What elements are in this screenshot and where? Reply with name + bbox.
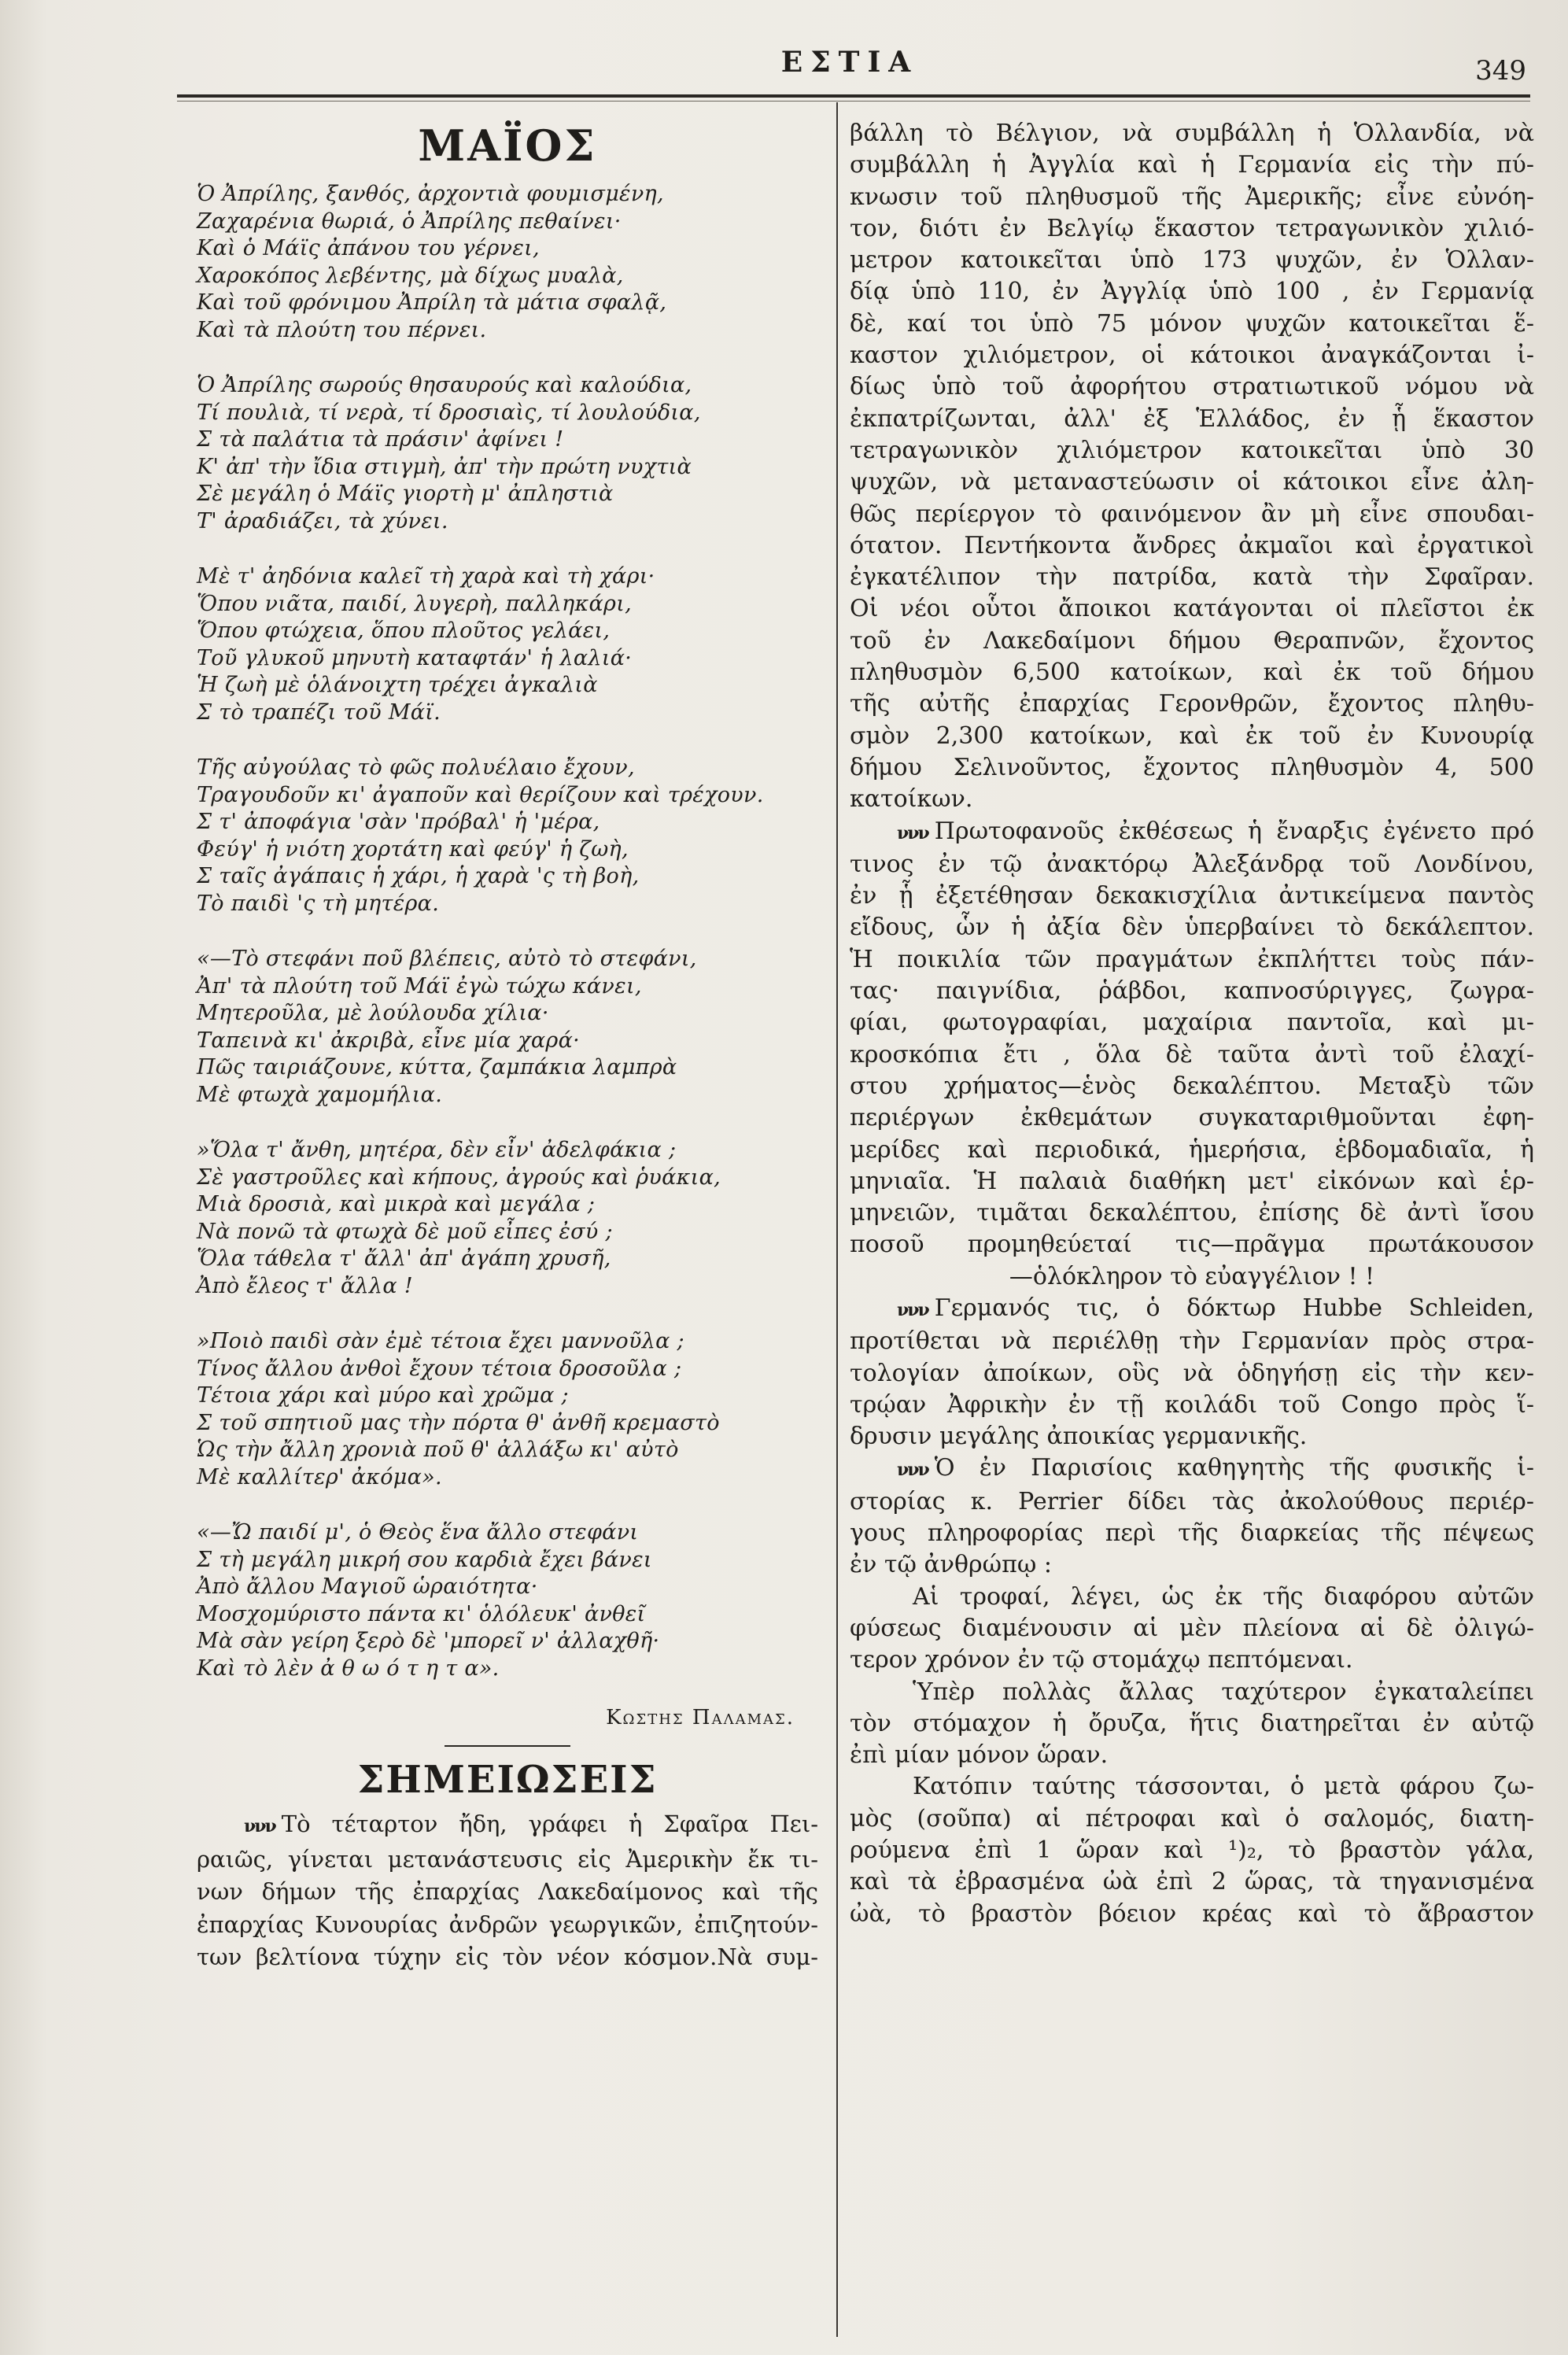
poem-line: Ὁ Ἀπρίλης σωρούς θησαυρούς καὶ καλούδια, [197, 373, 692, 397]
text-line: —ὁλόκληρον τὸ εὐαγγέλιον ! ! [1009, 1262, 1375, 1290]
poem-line: Ὁ Ἀπρίλης, ξανθός, ἀρχοντιὰ φουμισμένη, [197, 182, 664, 206]
poem-line: Τίνος ἄλλου ἀνθοὶ ἔχουν τέτοια δροσοῦλα ; [197, 1356, 682, 1381]
text-line: ννν Γερμανός τις, ὁ δόκτωρ Hubbe Schleiden, [897, 1294, 1534, 1322]
text-line: νων δήμων τῆς ἐπαρχίας Λακεδαίμονος καὶ τῆς [197, 1878, 818, 1905]
text-line: εἴδους, ὧν ἡ ἀξία δὲν ὑπερβαίνει τὸ δεκάλεπτον. [850, 914, 1534, 942]
text-line: Ὑπὲρ πολλὰς ἄλλας ταχύτερον ἐγκαταλείπει [913, 1678, 1534, 1706]
poem-line: Τῆς αὐγούλας τὸ φῶς πολυέλαιο ἔχουν, [197, 755, 635, 780]
page-number: 349 [1475, 55, 1526, 87]
poem-line: Ἀπὸ ἔλεος τ' ἄλλα ! [197, 1273, 413, 1298]
text-line: μὸς (σοῦπα) αἱ πέτροφαι καὶ ὁ σαλομός, διατη- [850, 1804, 1534, 1833]
text-line: στορίας κ. Perrier δίδει τὰς ἀκολούθους περιέρ- [850, 1487, 1534, 1515]
text-line: περιέργων ἐκθεμάτων συγκαταριθμοῦνται ἐφη- [850, 1104, 1534, 1132]
poem-line: Σ τὴ μεγάλη μικρή σου καρδιὰ ἔχει βάνει [197, 1547, 652, 1572]
text-line: γους πληροφορίας περὶ τῆς διαρκείας τῆς πέψεως [850, 1519, 1534, 1548]
notes-left-text [197, 1808, 818, 1974]
text-line: ἐπὶ μίαν μόνον ὥραν. [850, 1741, 1109, 1770]
poem-stanza [197, 1137, 818, 1300]
text-line: ψυχῶν, νὰ μεταναστεύωσιν οἱ κάτοικοι εἶνε ἀλη- [850, 468, 1534, 496]
text-line: ἐν τῷ ἀνθρώπῳ : [850, 1551, 1052, 1579]
ornament-icon: ννν [244, 1816, 275, 1836]
text-line: τολογίαν ἀποίκων, οὓς νὰ ὁδηγήσῃ εἰς τὴν κεν- [850, 1359, 1534, 1387]
poem-line: »Ποιὸ παιδὶ σὰν ἐμὲ τέτοια ἔχει μαννοῦλα ; [197, 1329, 684, 1353]
poem-line: «—Ὤ παιδί μ', ὁ Θεὸς ἕνα ἄλλο στεφάνι [197, 1520, 639, 1545]
text-line: προτίθεται νὰ περιέλθῃ τὴν Γερμανίαν πρὸς στρα- [850, 1327, 1534, 1356]
poem-stanza [197, 755, 818, 917]
poem-stanza [197, 1328, 818, 1491]
poem-line: Τ' ἀραδιάζει, τὰ χύνει. [197, 508, 448, 533]
text-line: τρῴαν Ἀφρικὴν ἐν τῇ κοιλάδι τοῦ Congo πρὸς ἵ- [850, 1390, 1534, 1419]
ornament-icon: ννν [897, 1460, 928, 1481]
poem-line: Ἡ ζωὴ μὲ ὁλάνοιχτη τρέχει ἀγκαλιὰ [197, 673, 598, 697]
text-line: καστον χιλιόμετρον, οἱ κάτοικοι ἀναγκάζονται ἰ- [850, 341, 1534, 370]
poem-stanza [197, 563, 818, 726]
text-line: τοῦ ἐν Λακεδαίμονι δήμου Θεραπνῶν, ἔχοντος [850, 626, 1534, 655]
text-line: τας· παιγνίδια, ῥάβδοι, καπνοσύριγγες, ζωγρα- [850, 977, 1534, 1006]
text-line: ννν Τὸ τέταρτον ἤδη, γράφει ἡ Σφαῖρα Πει- [244, 1811, 818, 1837]
poem-line: Μὲ τ' ἀηδόνια καλεῖ τὴ χαρὰ καὶ τὴ χάρι· [197, 564, 655, 589]
poem-line: Καὶ τὰ πλούτη του πέρνει. [197, 317, 487, 342]
text-line: ποσοῦ προμηθεύεταί τις—πρᾶγμα πρωτάκουσον [850, 1231, 1534, 1259]
poem-line: Μιὰ δροσιὰ, καὶ μικρὰ καὶ μεγάλα ; [197, 1192, 596, 1216]
text-line: μηνιαῖα. Ἡ παλαιὰ διαθήκη μετ' εἰκόνων καὶ ἑρ- [850, 1167, 1534, 1195]
text-line: ἐν ᾗ ἐξετέθησαν δεκακισχίλια ἀντικείμενα παντὸς [850, 882, 1534, 910]
running-title: ΕΣΤΙΑ [780, 46, 919, 79]
text-line: φύσεως διαμένουσιν αἱ μὲν πλείονα αἱ δὲ ὀλιγώ- [850, 1614, 1534, 1642]
text-line: δήμου Σελινοῦντος, ἔχοντος πληθυσμὸν 4, 500 [850, 753, 1534, 781]
poem-line: Τοῦ γλυκοῦ μηνυτὴ καταφτάν' ἡ λαλιά· [197, 645, 633, 670]
poem-line: Σὲ μεγάλη ὁ Μάϊς γιορτὴ μ' ἀπληστιὰ [197, 482, 614, 506]
text-line: πληθυσμὸν 6,500 κατοίκων, καὶ ἐκ τοῦ δήμου [850, 659, 1534, 687]
text-line: φίαι, φωτογραφίαι, μαχαίρια παντοῖα, καὶ μι- [850, 1009, 1534, 1037]
poem-line: Πῶς ταιριάζουνε, κύττα, ζαμπάκια λαμπρὰ [197, 1055, 677, 1080]
poem-line: Καὶ ὁ Μάϊς ἀπάνου του γέρνει, [197, 236, 540, 260]
text-line: δίως ὑπὸ τοῦ ἀφορήτου στρατιωτικοῦ νόμου νὰ [850, 373, 1534, 401]
poem-line: Κ' ἀπ' τὴν ἴδια στιγμὴ, ἀπ' τὴν πρώτη νυχτιὰ [197, 454, 692, 479]
poem-line: Μὲ καλλίτερ' ἀκόμα». [197, 1464, 442, 1489]
poem-line: Τραγουδοῦν κι' ἀγαποῦν καὶ θερίζουν καὶ τρέχουν. [197, 782, 764, 807]
text-line: στου χρήματος—ἑνὸς δεκαλέπτου. Μεταξὺ τῶν [850, 1072, 1534, 1100]
poem-line: Χαροκόπος λεβέντης, μὰ δίχως μυαλὰ, [197, 263, 624, 288]
text-line: κνωσιν τοῦ πληθυσμοῦ τῆς Ἀμερικῆς; εἶνε εὐνόη- [850, 183, 1534, 211]
poem-stanza [197, 372, 818, 535]
poem-line: »Ὅλα τ' ἄνθη, μητέρα, δὲν εἶν' ἀδελφάκια ; [197, 1138, 677, 1162]
right-column [850, 118, 1534, 1930]
poem-signature: Κωστης Παλαμας. [606, 1706, 795, 1729]
text-line: μετρον κατοικεῖται ὑπὸ 173 ψυχῶν, ἐν Ὁλλαν- [850, 246, 1534, 275]
poem-line: Ἀπὸ ἄλλου Μαγιοῦ ὡραιότητα· [197, 1574, 538, 1599]
poem-title: ΜΑΪΟΣ [418, 120, 597, 171]
poem-line: Μητεροῦλα, μὲ λούλουδα χίλια· [197, 1001, 549, 1025]
poem-line: Καὶ τοῦ φρόνιμου Ἀπρίλη τὰ μάτια σφαλᾷ, [197, 290, 667, 315]
poem-line: Καὶ τὸ λὲν ἀ θ ω ό τ η τ α». [197, 1656, 500, 1681]
left-column [197, 118, 818, 1974]
text-line: συμβάλλη ἡ Ἀγγλία καὶ ἡ Γερμανία εἰς τὴν πύ- [850, 151, 1534, 179]
poem-stanza [197, 1519, 818, 1682]
poem-line: Ὅλα τάθελα τ' ἄλλ' ἀπ' ἀγάπη χρυσῆ, [197, 1246, 611, 1271]
text-line: δὲ, καί τοι ὑπὸ 75 μόνον ψυχῶν κατοικεῖται ἕ- [850, 309, 1534, 338]
text-line: ἐκπατρίζωνται, ἀλλ' ἐξ Ἑλλάδος, ἐν ᾗ ἕκαστον [850, 404, 1534, 433]
text-line: βάλλη τὸ Βέλγιον, νὰ συμβάλλη ἡ Ὁλλανδία, νὰ [850, 120, 1534, 147]
notes-right-text [850, 118, 1534, 1930]
poem-line: Ζαχαρένια θωριά, ὁ Ἀπρίλης πεθαίνει· [197, 209, 622, 234]
text-line: Οἱ νέοι οὗτοι ἄποικοι κατάγονται οἱ πλεῖστοι ἐκ [850, 595, 1534, 623]
poem-line: Φεύγ' ἡ νιότη χορτάτη καὶ φεύγ' ἡ ζωὴ, [197, 836, 629, 862]
text-line: ραιῶς, γίνεται μετανάστευσις εἰς Ἀμερικὴν ἔκ τι- [197, 1845, 818, 1873]
text-line: κατοίκων. [850, 785, 973, 814]
text-line: δίᾳ ὑπὸ 110, ἐν Ἀγγλίᾳ ὑπὸ 100 , ἐν Γερμανίᾳ [850, 278, 1534, 306]
poem-line: Σ τὰ παλάτια τὰ πράσιν' ἀφίνει ! [197, 427, 564, 452]
text-line: Κατόπιν ταύτης τάσσονται, ὁ μετὰ φάρου ζω- [913, 1773, 1534, 1801]
text-line: καὶ τὰ ἐβρασμένα ὠὰ ἐπὶ 2 ὥρας, τὰ τηγανισμένα [850, 1868, 1534, 1896]
text-line: μερίδες καὶ περιοδικά, ἡμερήσια, ἑβδομαδιαῖα, ἡ [850, 1135, 1534, 1164]
text-line: θῶς περίεργον τὸ φαινόμενον ἂν μὴ εἶνε σπουδαι- [850, 500, 1534, 528]
text-line: ἐγκατέλιπον τὴν πατρίδα, κατὰ τὴν Σφαῖραν. [850, 563, 1534, 592]
poem-line: «—Τὸ στεφάνι ποῦ βλέπεις, αὐτὸ τὸ στεφάνι, [197, 947, 697, 971]
ornament-icon: ννν [897, 1299, 928, 1320]
poem-line: Τί πουλιὰ, τί νερὰ, τί δροσιαὶς, τί λουλούδια, [197, 400, 701, 425]
poem-line: Ὡς τὴν ἄλλη χρονιὰ ποῦ θ' ἀλλάξω κι' αὐτὸ [197, 1438, 679, 1462]
text-line: Ἡ ποικιλία τῶν πραγμάτων ἐκπλήττει τοὺς πάν- [850, 945, 1534, 973]
text-line: δρυσιν μεγάλης ἀποικίας γερμανικῆς. [850, 1423, 1308, 1451]
poem-line: Σ τὸ τραπέζι τοῦ Μάϊ. [197, 699, 441, 725]
text-line: τετραγωνικὸν χιλιόμετρον κατοικεῖται ὑπὸ 30 [850, 436, 1534, 464]
poem-line: Μοσχομύριστο πάντα κι' ὁλόλευκ' ἀνθεῖ [197, 1601, 646, 1626]
poem-line: Σὲ γαστροῦλες καὶ κήπους, ἀγρούς καὶ ῥυάκια, [197, 1165, 721, 1190]
text-line: ὠὰ, τὸ βραστὸν βόειον κρέας καὶ τὸ ἄβραστον [850, 1899, 1534, 1928]
poem-line: Ὅπου φτώχεια, ὅπου πλοῦτος γελάει, [197, 618, 611, 643]
text-line: μηνειῶν, τιμᾶται δεκαλέπτου, ἐπίσης δὲ ἀντὶ ἴσου [850, 1199, 1534, 1227]
text-line: ννν Ὁ ἐν Παρισίοις καθηγητὴς τῆς φυσικῆς ἱ- [897, 1454, 1534, 1482]
text-line: των βελτίονα τύχην εἰς τὸν νέον κόσμον.Νὰ συμ- [197, 1943, 818, 1970]
text-line: κροσκόπια ἔτι , ὅλα δὲ ταῦτα ἀντὶ τοῦ ἐλαχί- [850, 1040, 1534, 1069]
ornament-icon: ννν [897, 822, 928, 843]
text-line: τὸν στόμαχον ἡ ὄρυζα, ἥτις διατηρεῖται ἐν αὐτῷ [850, 1709, 1534, 1737]
poem-line: Ὅπου νιᾶτα, παιδί, λυγερὴ, παλληκάρι, [197, 591, 632, 616]
notes-title: ΣΗΜΕΙΩΣΕΙΣ [357, 1758, 658, 1802]
poem-line: Ταπεινὰ κι' ἀκριβὰ, εἶνε μία χαρά· [197, 1028, 580, 1053]
poem-line: Σ τ' ἀποφάγια 'σὰν 'πρόβαλ' ἡ 'μέρα, [197, 810, 600, 834]
page-header [161, 39, 1538, 94]
text-line: ἐπαρχίας Κυνουρίας ἀνδρῶν γεωργικῶν, ἐπιζητούν- [197, 1910, 818, 1938]
text-line: ότατον. Πεντήκοντα ἄνδρες ἀκμαῖοι καὶ ἐργατικοὶ [850, 531, 1534, 559]
text-line: τινος ἐν τῷ ἀνακτόρῳ Ἀλεξάνδρᾳ τοῦ Λονδίνου, [850, 850, 1534, 878]
poem-line: Ἀπ' τὰ πλούτη τοῦ Μάϊ ἐγὼ τώχω κάνει, [197, 973, 642, 998]
text-line: τερον χρόνον ἐν τῷ στομάχῳ πεπτόμεναι. [850, 1646, 1353, 1674]
text-line: σμὸν 2,300 κατοίκων, καὶ ἐκ τοῦ ἐν Κυνουρίᾳ [850, 722, 1534, 750]
poem-line: Τέτοια χάρι καὶ μύρο καὶ χρῶμα ; [197, 1383, 569, 1408]
text-line: Αἱ τροφαί, λέγει, ὡς ἐκ τῆς διαφόρου αὐτῶν [913, 1582, 1534, 1611]
column-divider [836, 102, 838, 2337]
poem-stanza [197, 946, 818, 1109]
text-line: τον, διότι ἐν Βελγίῳ ἕκαστον τετραγωνικὸν χιλιό- [850, 214, 1534, 242]
poem-line: Μὲ φτωχὰ χαμομήλια. [197, 1082, 443, 1107]
text-line: τῆς αὐτῆς ἐπαρχίας Γερονθρῶν, ἔχοντος πληθυ- [850, 690, 1534, 718]
poem-stanza [197, 181, 818, 344]
poem-line: Μὰ σὰν γείρη ξερὸ δὲ 'μπορεῖ ν' ἀλλαχθῆ· [197, 1629, 660, 1653]
poem-line: Νὰ πονῶ τὰ φτωχὰ δὲ μοῦ εἶπες ἐσύ ; [197, 1219, 613, 1244]
poem-line: Τὸ παιδὶ 'ς τὴ μητέρα. [197, 891, 440, 916]
text-line: ρούμενα ἐπὶ 1 ὥραν καὶ ¹)₂, τὸ βραστὸν γάλα, [850, 1836, 1534, 1865]
section-rule [445, 1745, 570, 1747]
header-rule [177, 94, 1530, 98]
header-rule-thin [177, 101, 1530, 102]
poem-line: Σ ταῖς ἀγάπαις ἡ χάρι, ἡ χαρὰ 'ς τὴ βοὴ, [197, 864, 640, 888]
poem-line: Σ τοῦ σπητιοῦ μας τὴν πόρτα θ' ἀνθῆ κρεμαστὸ [197, 1410, 720, 1435]
text-line: ννν Πρωτοφανοῦς ἐκθέσεως ἡ ἔναρξις ἐγένετο πρό [897, 817, 1534, 845]
